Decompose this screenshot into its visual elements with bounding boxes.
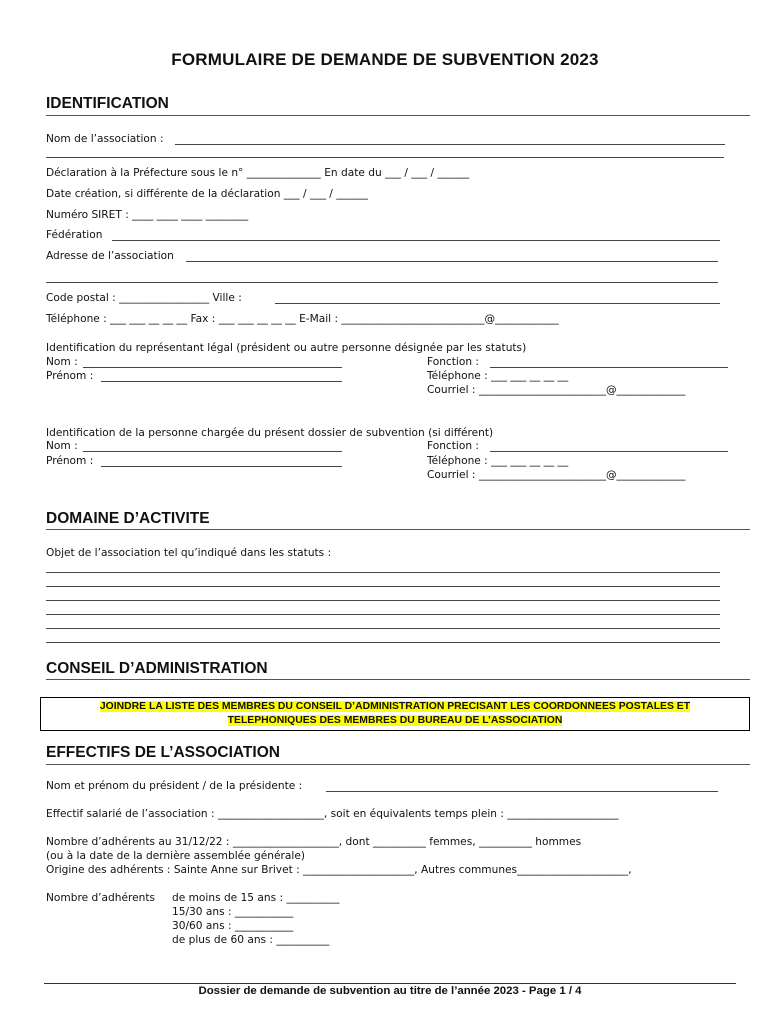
section-members-heading: EFFECTIFS DE L’ASSOCIATION [46,744,280,761]
legal-representative-heading: Identification du représentant légal (président ou autre personne désignée par les statuts) [46,342,527,354]
purpose-field-line[interactable] [46,628,720,629]
notice-line-2: TELEPHONIQUES DES MEMBRES DU BUREAU DE L’ASSOCIATION [227,715,563,726]
manager-phone-line[interactable]: Téléphone : ___ ___ __ __ __ [427,455,569,467]
manager-email-line[interactable]: Courriel : ________________________@_____________ [427,469,686,481]
file-manager-heading: Identification de la personne chargée du présent dossier de subvention (si différent) [46,427,494,439]
manager-function-field[interactable] [490,451,728,452]
age-under-15-line[interactable]: de moins de 15 ans : __________ [172,892,340,904]
section-divider [46,529,750,530]
page-title: FORMULAIRE DE DEMANDE DE SUBVENTION 2023 [171,50,599,69]
association-name-field[interactable] [175,144,725,145]
purpose-field-line[interactable] [46,586,720,587]
age-over-60-line[interactable]: de plus de 60 ans : __________ [172,934,330,946]
section-divider [46,115,750,116]
representative-function-field[interactable] [490,367,728,368]
representative-name-label: Nom : [46,356,82,368]
representative-phone-line[interactable]: Téléphone : ___ ___ __ __ __ [427,370,569,382]
prefecture-declaration-line[interactable]: Déclaration à la Préfecture sous le n° ______________ En date du ___ / ___ / ______ [46,167,470,179]
section-board-heading: CONSEIL D’ADMINISTRATION [46,660,268,677]
notice-line-1: JOINDRE LA LISTE DES MEMBRES DU CONSEIL D’ADMINISTRATION PRECISANT LES COORDONNEES POSTALES ET [99,701,691,712]
members-count-line[interactable]: Nombre d’adhérents au 31/12/22 : ____________________, dont __________ femmes, __________ hommes [46,836,582,848]
members-age-label: Nombre d’adhérents [46,892,156,904]
representative-firstname-field[interactable] [101,381,342,382]
address-label: Adresse de l’association [46,250,178,262]
members-count-note: (ou à la date de la dernière assemblée générale) [46,850,305,862]
age-15-30-line[interactable]: 15/30 ans : ___________ [172,906,294,918]
creation-date-line[interactable]: Date création, si différente de la déclaration ___ / ___ / ______ [46,188,368,200]
page-footer: Dossier de demande de subvention au titre de l’année 2023 - Page 1 / 4 [198,985,582,997]
footer-divider [44,983,736,984]
section-activity-heading: DOMAINE D’ACTIVITE [46,510,210,527]
phone-fax-email-line[interactable]: Téléphone : ___ ___ __ __ __ Fax : ___ ___ __ __ __ E-Mail : ___________________________@____________ [46,313,559,325]
manager-firstname-field[interactable] [101,466,342,467]
section-identification-heading: IDENTIFICATION [46,95,169,112]
representative-function-label: Fonction : [427,356,483,368]
postal-code-city-line[interactable]: Code postal : _________________ Ville : [46,292,246,304]
representative-name-field[interactable] [83,367,342,368]
representative-firstname-label: Prénom : [46,370,97,382]
board-members-notice-box [40,697,750,731]
address-field[interactable] [186,261,718,262]
association-name-label: Nom de l’association : [46,133,167,145]
association-purpose-label: Objet de l’association tel qu’indiqué dans les statuts : [46,547,332,559]
president-name-label: Nom et prénom du président / de la présidente : [46,780,306,792]
manager-function-label: Fonction : [427,440,483,452]
age-30-60-line[interactable]: 30/60 ans : ___________ [172,920,294,932]
purpose-field-line[interactable] [46,600,720,601]
manager-firstname-label: Prénom : [46,455,97,467]
purpose-field-line[interactable] [46,614,720,615]
salaried-staff-line[interactable]: Effectif salarié de l’association : ____________________, soit en équivalents temps plein : _____________________ [46,808,619,820]
purpose-field-line[interactable] [46,642,720,643]
federation-label: Fédération [46,229,106,241]
address-field-line2[interactable] [46,282,718,283]
city-field[interactable] [275,303,720,304]
purpose-field-line[interactable] [46,572,720,573]
siret-line[interactable]: Numéro SIRET : ____ ____ ____ ________ [46,209,249,221]
federation-field[interactable] [112,240,720,241]
representative-email-line[interactable]: Courriel : ________________________@_____________ [427,384,686,396]
manager-name-field[interactable] [83,451,342,452]
section-divider [46,679,750,680]
section-divider [46,764,750,765]
president-name-field[interactable] [326,791,718,792]
manager-name-label: Nom : [46,440,82,452]
members-origin-line[interactable]: Origine des adhérents : Sainte Anne sur Brivet : _____________________, Autres communes_____________________, [46,864,632,876]
association-name-field-line2[interactable] [46,157,724,158]
